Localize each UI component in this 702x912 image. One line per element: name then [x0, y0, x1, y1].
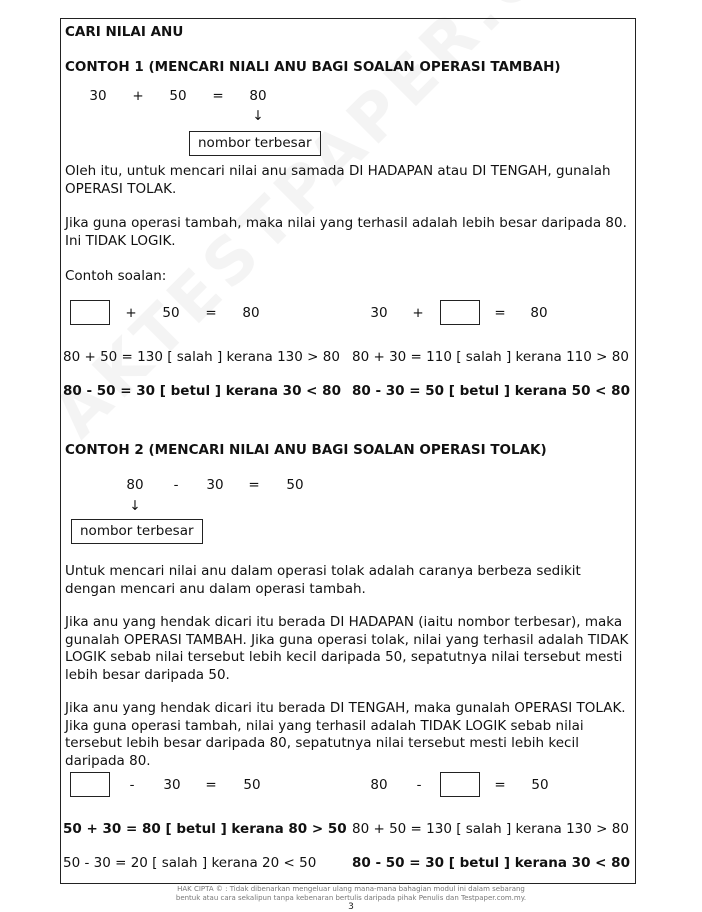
c1-right-unknown-box — [440, 300, 480, 325]
c2-left-wrong: 50 - 30 = 20 [ salah ] kerana 20 < 50 — [63, 855, 317, 871]
page-title: CARI NILAI ANU — [65, 24, 184, 40]
footer-copyright-1: HAK CIPTA © : Tidak dibenarkan mengeluar ulang mana-mana bahagian modul ini dalam sebarang — [177, 885, 525, 893]
page-number: 3 — [348, 902, 354, 912]
c2-largest-number-label: nombor terbesar — [71, 519, 203, 544]
c1-right-correct: 80 - 30 = 50 [ betul ] kerana 50 < 80 — [352, 383, 630, 399]
c2-left-equals: = — [205, 777, 217, 793]
c2-arrow-icon: ↓ — [129, 498, 141, 514]
c2-left-unknown-box — [70, 772, 110, 797]
c2-paragraph-1: Untuk mencari nilai anu dalam operasi tolak adalah caranya berbeza sedikit dengan mencari anu dalam operasi tambah. — [65, 563, 581, 597]
c2-right-op: - — [416, 777, 422, 793]
c1-right-c: 80 — [530, 305, 548, 321]
c2-eq-op: - — [173, 477, 179, 493]
c2-paragraph-2: Jika anu yang hendak dicari itu berada DI HADAPAN (iaitu nombor terbesar), maka gunalah OPERASI TAMBAH. Jika guna operasi tolak, nilai yang terhasil adalah TIDAK LOGIK sebab nilai tersebut lebih kecil daripada 50, sepatutnya nilai tersebut mesti lebih besar daripada 50. — [65, 614, 629, 683]
c1-eq-b: 50 — [169, 88, 187, 104]
c2-left-b: 30 — [163, 777, 181, 793]
c2-right-equals: = — [494, 777, 506, 793]
c1-right-op: + — [412, 305, 424, 321]
c1-right-equals: = — [494, 305, 506, 321]
c2-paragraph-3: Jika anu yang hendak dicari itu berada DI TENGAH, maka gunalah OPERASI TOLAK. Jika guna operasi tambah, nilai yang terhasil adalah TIDAK LOGIK sebab nilai tersebut lebih besar daripada 80, sepatutnya nilai tersebut mesti lebih kecil daripada 80. — [65, 700, 626, 769]
c1-eq-equals: = — [212, 88, 224, 104]
c2-right-correct: 80 - 50 = 30 [ betul ] kerana 30 < 80 — [352, 855, 630, 871]
c1-left-op: + — [125, 305, 137, 321]
c1-paragraph-2: Jika guna operasi tambah, maka nilai yang terhasil adalah lebih besar daripada 80. Ini TIDAK LOGIK. — [65, 215, 627, 249]
contoh2-heading: CONTOH 2 (MENCARI NILAI ANU BAGI SOALAN OPERASI TOLAK) — [65, 442, 547, 458]
c1-eq-a: 30 — [89, 88, 107, 104]
c1-eq-c: 80 — [249, 88, 267, 104]
c2-left-correct: 50 + 30 = 80 [ betul ] kerana 80 > 50 — [63, 821, 347, 837]
c1-left-unknown-box — [70, 300, 110, 325]
c1-left-c: 80 — [242, 305, 260, 321]
c1-arrow-icon: ↓ — [252, 108, 264, 124]
footer-copyright-2: bentuk atau cara sekalipun tanpa kebenaran bertulis daripada pihak Penulis dan Testpaper.com.my. — [175, 894, 527, 902]
c2-left-op: - — [129, 777, 135, 793]
c2-eq-c: 50 — [286, 477, 304, 493]
c1-left-wrong: 80 + 50 = 130 [ salah ] kerana 130 > 80 — [63, 349, 340, 365]
c1-right-a: 30 — [370, 305, 388, 321]
c1-eq-op: + — [132, 88, 144, 104]
c2-left-c: 50 — [243, 777, 261, 793]
c1-largest-number-label: nombor terbesar — [189, 131, 321, 156]
c2-eq-equals: = — [248, 477, 260, 493]
c1-paragraph-1: Oleh itu, untuk mencari nilai anu samada DI HADAPAN atau DI TENGAH, gunalah OPERASI TOLAK. — [65, 163, 611, 197]
c2-right-c: 50 — [531, 777, 549, 793]
c2-right-unknown-box — [440, 772, 480, 797]
c1-left-b: 50 — [162, 305, 180, 321]
contoh1-heading: CONTOH 1 (MENCARI NIALI ANU BAGI SOALAN OPERASI TAMBAH) — [65, 59, 561, 75]
c1-left-correct: 80 - 50 = 30 [ betul ] kerana 30 < 80 — [63, 383, 341, 399]
c2-right-wrong: 80 + 50 = 130 [ salah ] kerana 130 > 80 — [352, 821, 629, 837]
c2-eq-a: 80 — [126, 477, 144, 493]
c1-right-wrong: 80 + 30 = 110 [ salah ] kerana 110 > 80 — [352, 349, 629, 365]
c2-eq-b: 30 — [206, 477, 224, 493]
c2-right-a: 80 — [370, 777, 388, 793]
c1-left-equals: = — [205, 305, 217, 321]
c1-contoh-soalan: Contoh soalan: — [65, 268, 167, 284]
